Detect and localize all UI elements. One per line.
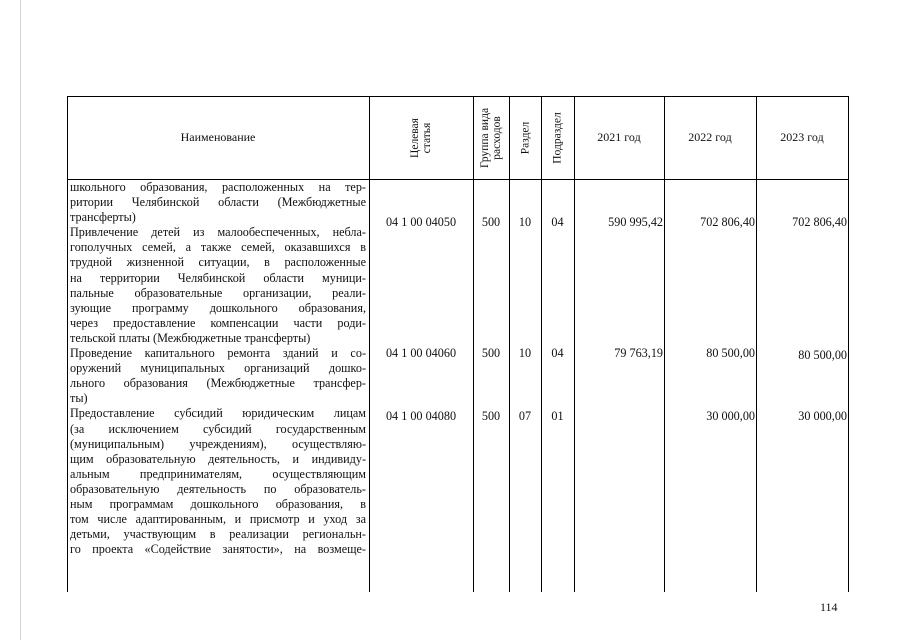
row-subsection: 04 (551, 346, 564, 360)
name-text-line: трудной жизненной ситуации, в расположенные (70, 255, 366, 270)
name-text-line: оружений муниципальных организаций дошко- (70, 361, 366, 376)
row-subsection: 04 (551, 215, 564, 229)
header-section: Раздел (519, 121, 531, 154)
col-border (848, 96, 849, 592)
name-text-line: образовательную деятельность по образователь- (70, 481, 366, 496)
name-text-line: ритории Челябинской области (Межбюджетные (70, 195, 366, 210)
page-binding-edge (20, 0, 21, 640)
header-expense-group: Группа вида расходов (479, 107, 504, 168)
row-section: 10 (518, 215, 532, 229)
name-text-line: Предоставление субсидий юридическим лицам (70, 406, 366, 421)
name-text-line: ты) (70, 391, 88, 406)
row-value-2021: 590 995,42 (608, 215, 663, 229)
row-value-2022: 30 000,00 (706, 409, 755, 423)
name-text-line: льного образования (Межбюджетные трансфер- (70, 376, 366, 391)
row-expense-group: 500 (481, 215, 501, 229)
row-expense-group: 500 (481, 409, 501, 423)
header-year-2021: 2021 год (597, 130, 641, 144)
header-year-2022: 2022 год (688, 130, 732, 144)
row-target-article: 04 1 00 04080 (385, 409, 457, 423)
name-text-line: (муниципальным) учреждениям), осуществляю- (70, 436, 366, 451)
name-text-line: пальные образовательные организации, реали- (70, 285, 366, 300)
header-subsection: Подраздел (551, 111, 564, 164)
name-text-line: ным программам дошкольного образования, в (70, 496, 366, 511)
row-target-article: 04 1 00 04050 (385, 215, 457, 229)
name-text-line: Привлечение детей из малообеспеченных, небла- (70, 225, 366, 240)
name-text-line: зующие программу дошкольного образования, (70, 300, 366, 315)
header-target-article: Целевая статья (409, 117, 433, 158)
name-text-line: том числе адаптированным, и присмотр и уход за (70, 512, 366, 527)
name-text-line: на территории Челябинской области муници- (70, 270, 366, 285)
row-value-2021: 79 763,19 (614, 346, 663, 360)
budget-table (67, 96, 849, 592)
name-text-line: щим образовательную деятельность, и индивиду- (70, 451, 366, 466)
name-text-line: (за исключением субсидий государственным (70, 421, 366, 436)
name-text-line: трансферты) (70, 210, 136, 225)
name-text-line: школьного образования, расположенных на тер- (70, 180, 366, 194)
row-section: 07 (518, 409, 532, 423)
name-text-line: детьми, участвующим в реализации региональн- (70, 527, 366, 542)
row-section: 10 (518, 346, 532, 360)
page-number: 114 (820, 600, 838, 614)
name-text-line: через предоставление компенсации части роди- (70, 315, 366, 330)
name-column-text (70, 180, 366, 557)
row-expense-group: 500 (481, 346, 501, 360)
row-value-2022: 702 806,40 (700, 215, 755, 229)
name-text-line: тельской платы (Межбюджетные трансферты) (70, 330, 311, 345)
row-value-2022: 80 500,00 (706, 346, 755, 360)
name-text-line: гополучных семей, а также семей, оказавшихся в (70, 240, 366, 255)
row-value-2023: 30 000,00 (798, 409, 847, 423)
header-name: Наименование (180, 130, 256, 144)
name-text-line: го проекта «Содействие занятости», на возмеще- (70, 542, 366, 557)
row-value-2023: 702 806,40 (792, 215, 847, 229)
row-value-2023: 80 500,00 (798, 348, 847, 362)
row-target-article: 04 1 00 04060 (385, 346, 457, 360)
header-year-2023: 2023 год (780, 130, 824, 144)
row-subsection: 01 (551, 409, 564, 423)
name-text-line: Проведение капитального ремонта зданий и со- (70, 346, 366, 361)
name-text-line: альным предпринимателям, осуществляющим (70, 466, 366, 481)
